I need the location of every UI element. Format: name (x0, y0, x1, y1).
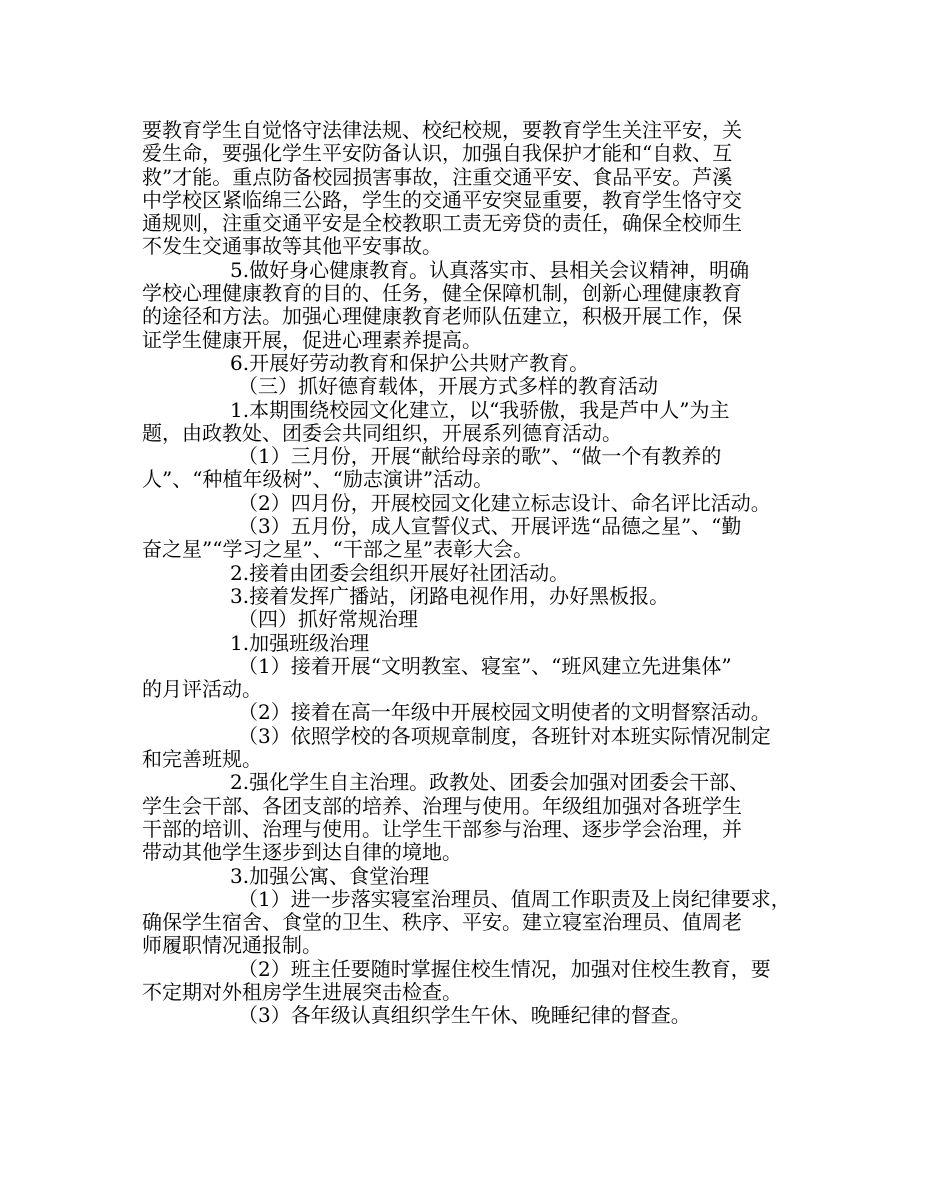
paragraph-line: 学生会干部、各团支部的培养、治理与使用。年级组加强对各班学生 (142, 793, 742, 818)
paragraph-line: 不发生交通事故等其他平安事故。 (142, 234, 442, 259)
sub-item-1: （1）接着开展“文明教室、寝室”、“班风建立先进集体” (238, 653, 732, 678)
paragraph-line: 通规则，注重交通平安是全校教职工责无旁贷的责任，确保全校师生 (142, 211, 742, 236)
item-3-heading: 3.加强公寓、食堂治理 (230, 863, 430, 888)
sub-item-3: （3）各年级认真组织学生午休、晚睡纪律的督查。 (238, 1003, 691, 1028)
paragraph-line: 确保学生宿舍、食堂的卫生、秩序、平安。建立寝室治理员、值周老 (142, 910, 742, 935)
paragraph-line: 的途径和方法。加强心理健康教育老师队伍建立，积极开展工作，保 (142, 304, 742, 329)
paragraph-line: 不定期对外租房学生进展突击检查。 (142, 979, 462, 1004)
paragraph-line: 要教育学生自觉恪守法律法规、校纪校规，要教育学生关注平安，关 (142, 118, 742, 142)
paragraph-line: 中学校区紧临绵三公路，学生的交通平安突显重要，教育学生恪守交 (142, 187, 742, 212)
sub-item-2: （2）班主任要随时掌握住校生情况，加强对住校生教育，要 (238, 956, 771, 981)
item-5-heading: 5.做好身心健康教育。认真落实市、县相关会议精神，明确 (230, 257, 750, 282)
item-2-heading: 2.强化学生自主治理。政教处、团委会加强对团委会干部、 (230, 770, 750, 795)
paragraph-line: 的月评活动。 (142, 677, 262, 702)
sub-item-1: （1）进一步落实寝室治理员、值周工作职责及上岗纪律要求， (238, 886, 791, 911)
sub-item-3: （3）五月份，成人宣誓仪式、开展评选“品德之星”、“勤 (238, 514, 742, 539)
item-1-heading: 1.加强班级治理 (230, 630, 370, 655)
paragraph-line: 干部的培训、治理与使用。让学生干部参与治理、逐步学会治理，并 (142, 816, 742, 841)
item-6-heading: 6.开展好劳动教育和保护公共财产教育。 (230, 350, 590, 375)
paragraph-line: 奋之星”“学习之星”、“干部之星”表彰大会。 (142, 537, 534, 562)
paragraph-line: 证学生健康开展，促进心理素养提高。 (142, 327, 482, 352)
item-2-heading: 2.接着由团委会组织开展好社团活动。 (230, 560, 570, 585)
sub-item-2: （2）四月份，开展校园文化建立标志设计、命名评比活动。 (238, 490, 771, 515)
paragraph-line: 爱生命，要强化学生平安防备认识，加强自我保护才能和“自救、互 (142, 141, 733, 166)
paragraph-line: 人”、“种植年级树”、“励志演讲”活动。 (142, 467, 494, 492)
paragraph-line: 带动其他学生逐步到达自律的境地。 (142, 840, 462, 865)
sub-item-3: （3）依照学校的各项规章制度，各班针对本班实际情况制定 (238, 723, 771, 748)
item-3-heading: 3.接着发挥广播站，闭路电视作用，办好黑板报。 (230, 583, 670, 608)
paragraph-line: 题，由政教处、团委会共同组织，开展系列德育活动。 (142, 420, 622, 445)
section-3-heading: （三）抓好德育载体，开展方式多样的教育活动 (238, 374, 658, 399)
sub-item-2: （2）接着在高一年级中开展校园文明使者的文明督察活动。 (238, 700, 771, 725)
paragraph-line: 师履职情况通报制。 (142, 933, 322, 958)
document-body (142, 119, 820, 1028)
paragraph-line: 学校心理健康教育的目的、任务，健全保障机制，创新心理健康教育 (142, 281, 742, 306)
paragraph-line: 救”才能。重点防备校园损害事故，注重交通平安、食品平安。芦溪 (142, 164, 733, 189)
item-1-heading: 1.本期围绕校园文化建立，以“我骄傲，我是芦中人”为主 (230, 397, 730, 422)
sub-item-1: （1）三月份，开展“献给母亲的歌”、“做一个有教养的 (238, 444, 722, 469)
section-4-heading: （四）抓好常规治理 (238, 607, 418, 632)
paragraph-line: 和完善班规。 (142, 747, 262, 772)
